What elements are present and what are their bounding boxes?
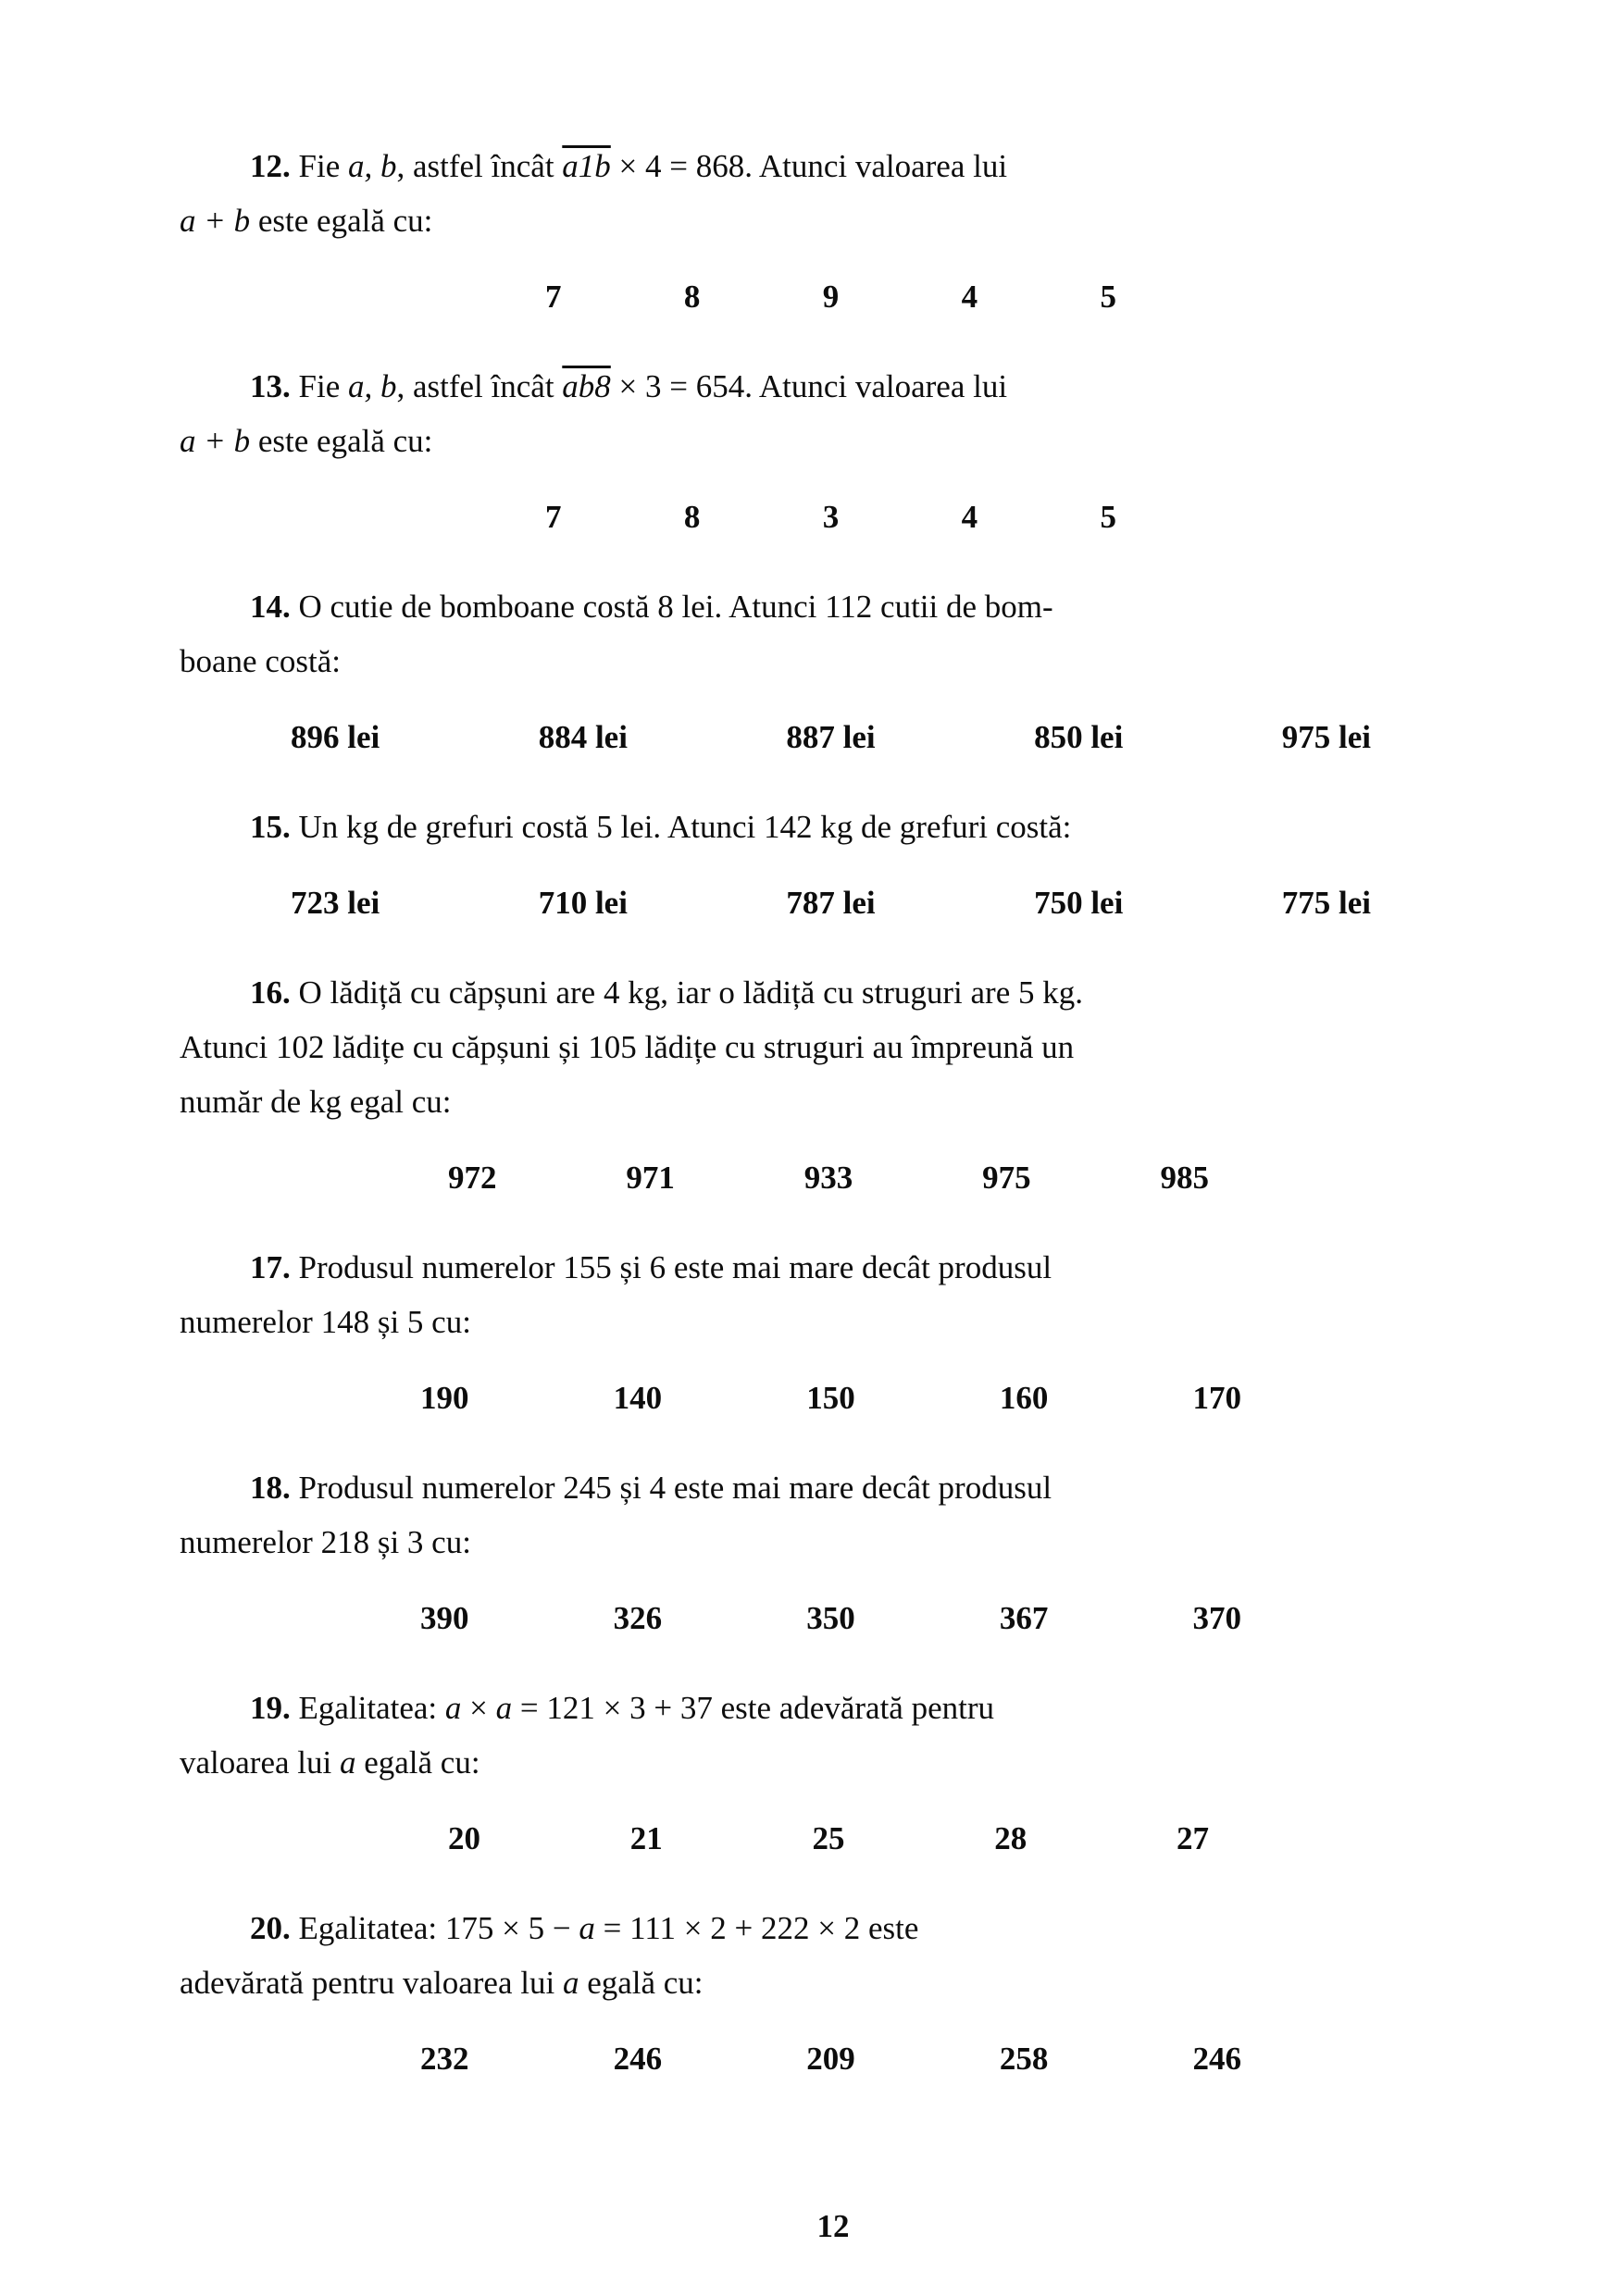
answer-option: 3: [822, 499, 840, 535]
page-number: 12: [816, 2208, 850, 2244]
problem-19: [180, 1681, 1487, 1901]
answer-option: 7: [545, 279, 562, 315]
answer-option: 710 lei: [538, 885, 628, 921]
answer-options-row: [420, 1595, 1241, 1642]
answer-option: 232: [420, 2041, 469, 2077]
answer-option: 390: [420, 1600, 469, 1636]
answer-option: 884 lei: [538, 719, 628, 755]
answer-option: 5: [1100, 279, 1116, 315]
answer-option: 140: [613, 1380, 663, 1416]
problem-12: [180, 139, 1487, 359]
answer-option: 8: [683, 499, 701, 535]
answer-option: 750 lei: [1034, 885, 1124, 921]
answer-option: 20: [448, 1820, 480, 1856]
problem-statement: 14. O cutie de bomboane costă 8 lei. Atunci 112 cutii de bom- boane costă:: [180, 589, 1053, 679]
problem-20: [180, 1901, 1487, 2121]
answer-option: 787 lei: [786, 885, 876, 921]
answer-option: 4: [961, 499, 978, 535]
answer-options-row: [291, 880, 1371, 926]
answer-option: 975 lei: [1281, 719, 1371, 755]
problem-13: [180, 359, 1487, 579]
problem-statement: 16. O lădiță cu căpșuni are 4 kg, iar o lădiță cu struguri are 5 kg. Atunci 102 lădițe cu căpșuni și 105 lădițe cu struguri au împreună un număr de kg egal cu:: [180, 974, 1083, 1120]
problem-statement: 12. Fie a, b, astfel încât a1b × 4 = 868. Atunci valoarea lui a + b este egală cu:: [180, 148, 1008, 239]
answer-option: 887 lei: [786, 719, 876, 755]
answer-option: 972: [448, 1160, 497, 1196]
answer-options-row: [448, 1155, 1209, 1201]
answer-option: 190: [420, 1380, 469, 1416]
answer-option: 723 lei: [291, 885, 380, 921]
answer-option: 150: [806, 1380, 855, 1416]
problem-18: [180, 1460, 1487, 1681]
problem-16: [180, 965, 1487, 1240]
answer-option: 370: [1192, 1600, 1241, 1636]
answer-option: 975: [982, 1160, 1031, 1196]
answer-option: 367: [999, 1600, 1049, 1636]
answer-options-row: [420, 1375, 1241, 1421]
answer-options-row: [420, 2036, 1241, 2082]
answer-option: 896 lei: [291, 719, 380, 755]
problem-14: [180, 579, 1487, 800]
answer-options-row: [545, 494, 1116, 540]
problem-15: [180, 800, 1487, 965]
problem-17: [180, 1240, 1487, 1460]
answer-option: 4: [961, 279, 978, 315]
problem-statement: 19. Egalitatea: a × a = 121 × 3 + 37 este adevărată pentru valoarea lui a egală cu:: [180, 1690, 994, 1781]
answer-option: 258: [999, 2041, 1049, 2077]
answer-option: 27: [1177, 1820, 1209, 1856]
answer-option: 326: [613, 1600, 663, 1636]
problem-statement: 18. Produsul numerelor 245 și 4 este mai mare decât produsul numerelor 218 și 3 cu:: [180, 1470, 1052, 1560]
answer-options-row: [545, 274, 1116, 320]
answer-option: 9: [822, 279, 840, 315]
answer-option: 246: [1192, 2041, 1241, 2077]
answer-options-row: [448, 1816, 1209, 1862]
answer-option: 209: [806, 2041, 855, 2077]
problem-statement: 20. Egalitatea: 175 × 5 − a = 111 × 2 + 222 × 2 este adevărată pentru valoarea lui a egală cu:: [180, 1910, 919, 2001]
answer-option: 170: [1192, 1380, 1241, 1416]
answer-option: 25: [812, 1820, 845, 1856]
answer-option: 850 lei: [1034, 719, 1124, 755]
answer-option: 21: [629, 1820, 663, 1856]
answer-option: 7: [545, 499, 562, 535]
textbook-page: [180, 139, 1487, 2296]
problem-statement: 17. Produsul numerelor 155 și 6 este mai mare decât produsul numerelor 148 și 5 cu:: [180, 1249, 1052, 1340]
answer-option: 971: [626, 1160, 675, 1196]
answer-option: 160: [999, 1380, 1049, 1416]
answer-option: 246: [613, 2041, 663, 2077]
answer-option: 350: [806, 1600, 855, 1636]
problem-statement: 13. Fie a, b, astfel încât ab8 × 3 = 654. Atunci valoarea lui a + b este egală cu:: [180, 368, 1008, 459]
answer-option: 933: [803, 1160, 853, 1196]
answer-option: 8: [683, 279, 701, 315]
answer-option: 5: [1100, 499, 1116, 535]
answer-options-row: [291, 714, 1371, 761]
answer-option: 28: [994, 1820, 1027, 1856]
problem-statement: 15. Un kg de grefuri costă 5 lei. Atunci 142 kg de grefuri costă:: [250, 809, 1072, 845]
answer-option: 775 lei: [1281, 885, 1371, 921]
answer-option: 985: [1160, 1160, 1209, 1196]
